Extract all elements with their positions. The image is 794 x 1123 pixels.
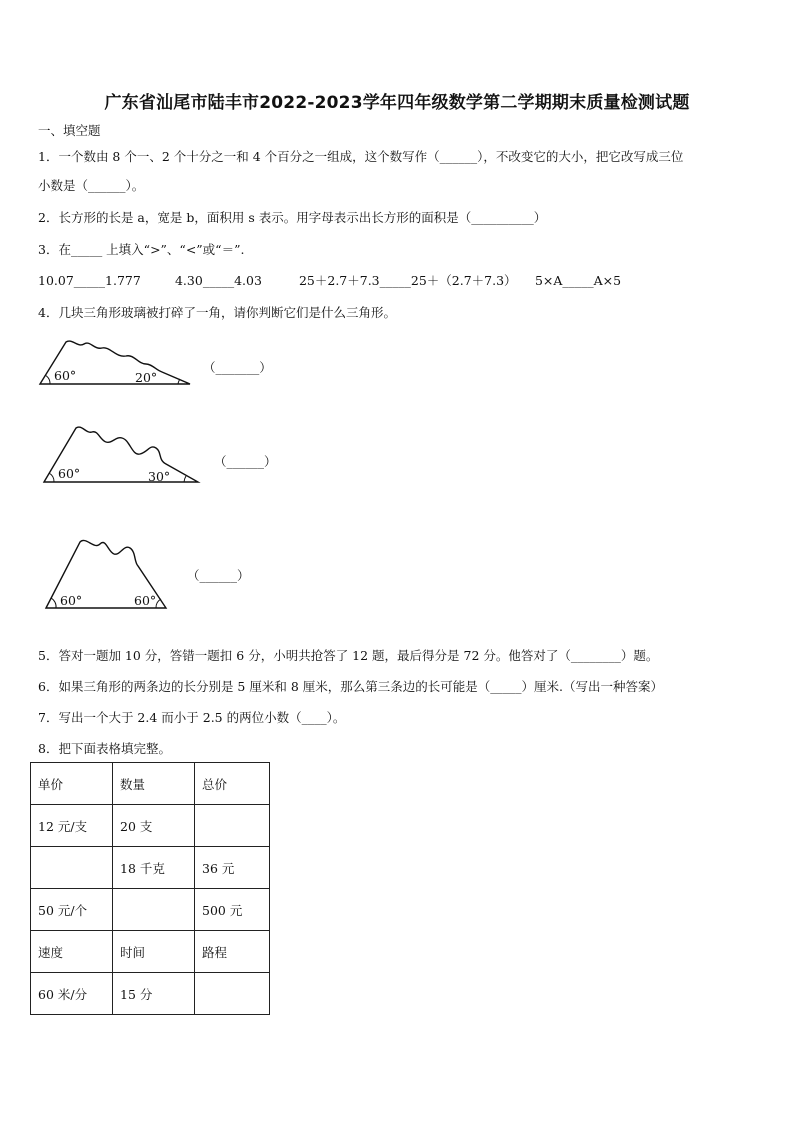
table-cell: 速度 xyxy=(31,931,113,973)
table-row xyxy=(31,973,270,1015)
table-cell-blank[interactable] xyxy=(195,805,270,847)
comparison-item: 4.30_____4.03 xyxy=(174,273,262,288)
question-5: 5．答对一题加 10 分，答错一题扣 6 分，小明共抢答了 12 题，最后得分是 72 分。他答对了（________）题。 xyxy=(38,648,659,663)
question-1-line-2: 小数是（______）。 xyxy=(38,178,145,193)
question-4-prompt: 4．几块三角形玻璃被打碎了一角，请你判断它们是什么三角形。 xyxy=(38,305,396,320)
table-cell: 总价 xyxy=(195,763,270,805)
question-3-prompt: 3．在_____ 上填入“>”、“<”或“＝”. xyxy=(38,242,245,257)
question-6: 6．如果三角形的两条边的长分别是 5 厘米和 8 厘米，那么第三条边的长可能是（_____）厘米.（写出一种答案） xyxy=(38,679,663,694)
angle-label-left: 60° xyxy=(54,368,77,383)
table-row xyxy=(31,763,270,805)
table-cell: 500 元 xyxy=(195,889,270,931)
answer-blank[interactable]: （_______） xyxy=(203,360,272,375)
answer-blank[interactable]: （______） xyxy=(187,568,250,583)
angle-label-left: 60° xyxy=(58,466,81,481)
section-heading: 一、填空题 xyxy=(38,123,101,138)
comparison-item: 25＋2.7＋7.3_____25＋（2.7＋7.3） xyxy=(298,273,517,288)
page-title: 广东省汕尾市陆丰市2022-2023学年四年级数学第二学期期末质量检测试题 xyxy=(104,93,690,113)
question-2: 2．长方形的长是 a，宽是 b，面积用 s 表示。用字母表示出长方形的面积是（__________） xyxy=(38,210,547,225)
table-cell: 15 分 xyxy=(113,973,195,1015)
table-cell-blank[interactable] xyxy=(113,889,195,931)
angle-label-right: 20° xyxy=(135,370,158,385)
table-row xyxy=(31,931,270,973)
table-cell: 20 支 xyxy=(113,805,195,847)
angle-label-right: 60° xyxy=(134,593,157,608)
table-cell: 路程 xyxy=(195,931,270,973)
table-cell-blank[interactable] xyxy=(195,973,270,1015)
table-cell: 时间 xyxy=(113,931,195,973)
comparison-item: 5×A_____A×5 xyxy=(534,273,622,288)
table-cell: 数量 xyxy=(113,763,195,805)
table-row xyxy=(31,805,270,847)
table-cell: 60 米/分 xyxy=(31,973,113,1015)
answer-blank[interactable]: （______） xyxy=(214,454,277,469)
question-3-comparisons xyxy=(38,271,621,289)
table-cell: 12 元/支 xyxy=(31,805,113,847)
table-row xyxy=(31,847,270,889)
question-7: 7．写出一个大于 2.4 而小于 2.5 的两位小数（____）。 xyxy=(38,710,346,725)
table-cell: 单价 xyxy=(31,763,113,805)
table-row xyxy=(31,889,270,931)
table-cell: 18 千克 xyxy=(113,847,195,889)
table-cell-blank[interactable] xyxy=(31,847,113,889)
angle-label-left: 60° xyxy=(60,593,83,608)
table-cell: 50 元/个 xyxy=(31,889,113,931)
comparison-item: 10.07_____1.777 xyxy=(38,273,141,288)
question-1-line-1: 1．一个数由 8 个一、2 个十分之一和 4 个百分之一组成，这个数写作（______），不改变它的大小，把它改写成三位 xyxy=(38,149,684,164)
table-cell: 36 元 xyxy=(195,847,270,889)
question-8-prompt: 8．把下面表格填完整。 xyxy=(38,741,171,756)
fill-in-table xyxy=(30,762,270,1015)
angle-label-right: 30° xyxy=(148,469,171,484)
